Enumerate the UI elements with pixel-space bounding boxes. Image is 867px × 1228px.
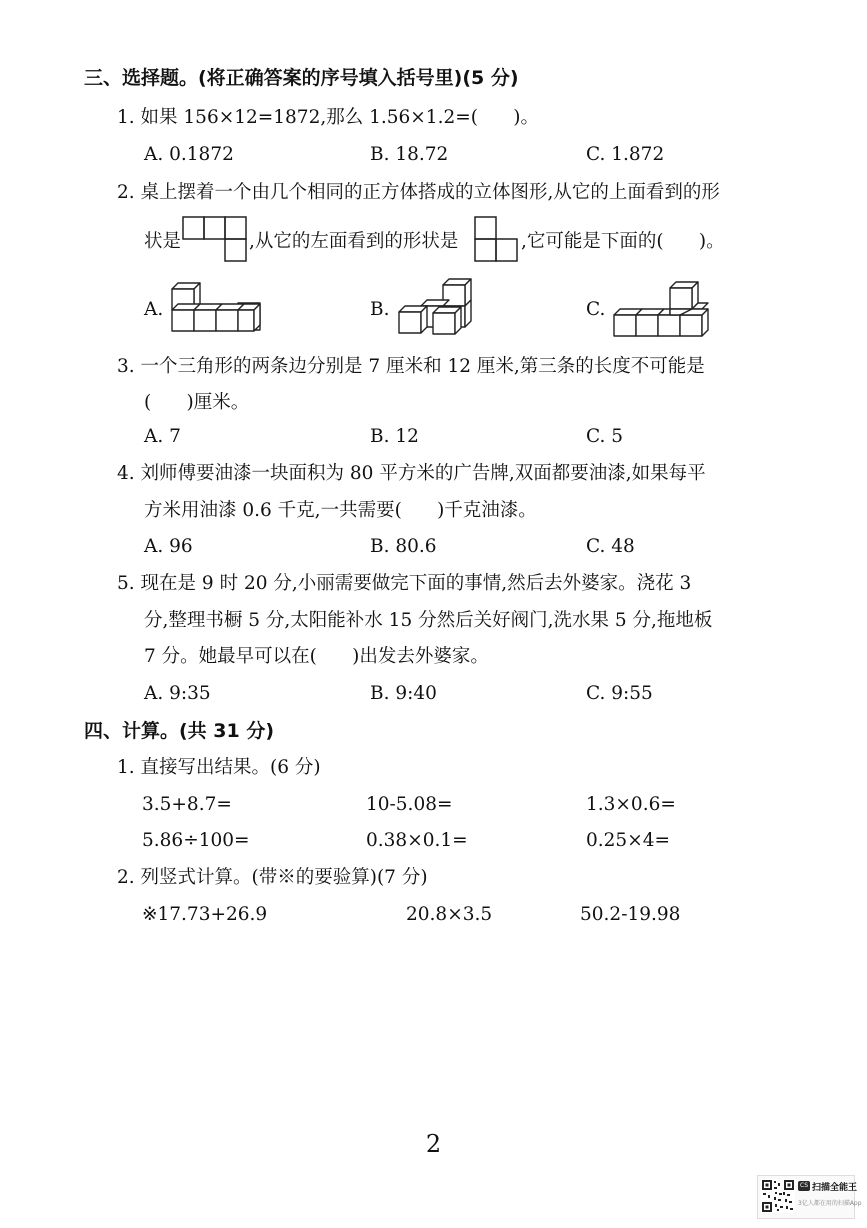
question-2-text-part-b: ,从它的左面看到的形状是	[249, 231, 459, 252]
scanner-title: 扫描全能王	[812, 1183, 858, 1193]
question-1-option-c: C. 1.872	[586, 144, 665, 165]
option-b-cube-figure	[393, 278, 479, 336]
question-1-option-b: B. 18.72	[370, 144, 449, 165]
question-5-option-b: B. 9:40	[370, 683, 437, 704]
option-a-cube-figure	[168, 278, 264, 336]
left-view-figure	[474, 216, 520, 264]
question-3-option-b: B. 12	[370, 426, 419, 447]
question-5-text: 5. 现在是 9 时 20 分,小丽需要做完下面的事情,然后去外婆家。浇花 3	[117, 573, 692, 594]
question-1-option-a: A. 0.1872	[144, 144, 234, 165]
question-2-option-c: C.	[586, 299, 606, 320]
qr-code-icon	[761, 1179, 795, 1213]
calc-item: 0.25×4=	[586, 830, 670, 851]
question-5-text-line-2: 分,整理书橱 5 分,太阳能补水 15 分然后关好阀门,洗水果 5 分,拖地板	[144, 610, 713, 631]
vertical-calc-item: 50.2-19.98	[580, 904, 681, 925]
question-5-text-line-3: 7 分。她最早可以在( )出发去外婆家。	[144, 646, 489, 667]
question-4-option-b: B. 80.6	[370, 536, 437, 557]
question-3-option-a: A. 7	[144, 426, 181, 447]
question-4-option-c: C. 48	[586, 536, 635, 557]
calc-item: 10-5.08=	[366, 794, 453, 815]
calc-part-1-title: 1. 直接写出结果。(6 分)	[117, 757, 321, 778]
page-number: 2	[425, 1130, 442, 1158]
option-c-cube-figure	[610, 276, 710, 338]
question-5-option-a: A. 9:35	[144, 683, 211, 704]
calc-item: 5.86÷100=	[142, 830, 250, 851]
question-4-text: 4. 刘师傅要油漆一块面积为 80 平方米的广告牌,双面都要油漆,如果每平	[117, 463, 706, 484]
calc-item: 3.5+8.7=	[142, 794, 232, 815]
question-3-text: 3. 一个三角形的两条边分别是 7 厘米和 12 厘米,第三条的长度不可能是	[117, 356, 705, 377]
calc-part-2-title: 2. 列竖式计算。(带※的要验算)(7 分)	[117, 867, 428, 888]
scanner-subtitle: 3亿人都在用的扫描App	[798, 1200, 862, 1207]
question-2-text: 2. 桌上摆着一个由几个相同的正方体搭成的立体图形,从它的上面看到的形	[117, 182, 720, 203]
question-2-option-b: B.	[370, 299, 390, 320]
question-2-option-a: A.	[144, 299, 164, 320]
question-2-text-part-a: 状是	[144, 231, 182, 252]
calc-item: 1.3×0.6=	[586, 794, 676, 815]
calc-item: 0.38×0.1=	[366, 830, 468, 851]
question-4-text-line-2: 方米用油漆 0.6 千克,一共需要( )千克油漆。	[144, 500, 537, 521]
scanner-watermark	[757, 1175, 862, 1219]
vertical-calc-item: ※17.73+26.9	[142, 904, 268, 925]
section-4-title: 四、计算。(共 31 分)	[84, 720, 275, 742]
vertical-calc-item: 20.8×3.5	[406, 904, 493, 925]
top-view-figure	[182, 216, 248, 264]
question-3-option-c: C. 5	[586, 426, 624, 447]
question-3-text-line-2: ( )厘米。	[144, 392, 250, 413]
question-4-option-a: A. 96	[144, 536, 193, 557]
question-5-option-c: C. 9:55	[586, 683, 653, 704]
question-2-text-part-c: ,它可能是下面的( )。	[521, 231, 725, 252]
question-1-text: 1. 如果 156×12=1872,那么 1.56×1.2=( )。	[117, 107, 539, 128]
scanner-logo-icon: CS	[800, 1182, 808, 1189]
section-3-title: 三、选择题。(将正确答案的序号填入括号里)(5 分)	[84, 67, 519, 89]
